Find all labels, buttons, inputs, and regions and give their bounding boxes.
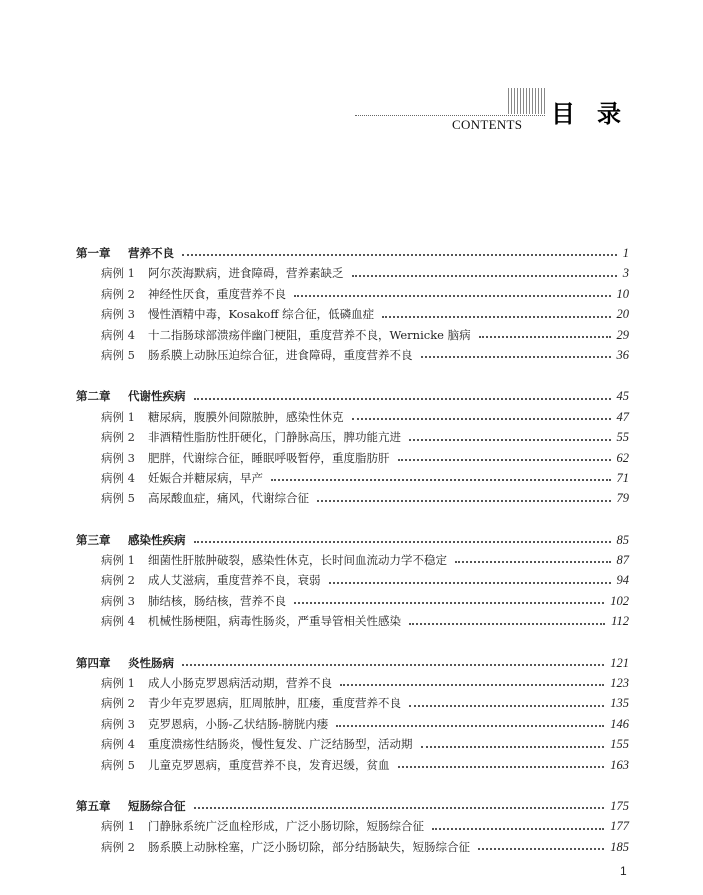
dot-leader (194, 807, 605, 809)
case-title: 慢性酒精中毒，Kosakoff 综合征，低磷血症 (148, 307, 375, 322)
dot-leader (398, 766, 605, 768)
dot-leader (182, 254, 617, 256)
case-title: 糖尿病，腹膜外间隙脓肿，感染性休克 (148, 409, 344, 424)
page-title: 目录 (551, 100, 643, 128)
case-page: 71 (616, 470, 629, 485)
case-page: 87 (616, 553, 629, 568)
case-entry[interactable] (76, 611, 629, 631)
case-entry[interactable] (76, 325, 629, 345)
case-title: 肺结核，肠结核，营养不良 (148, 593, 286, 608)
case-entry[interactable] (76, 755, 629, 775)
dot-leader (398, 459, 611, 461)
dot-leader (329, 582, 611, 584)
case-page: 29 (616, 327, 629, 342)
case-entry[interactable] (76, 488, 629, 508)
case-title: 重度溃疡性结肠炎，慢性复发、广泛结肠型，活动期 (148, 737, 413, 752)
case-entry[interactable] (76, 345, 629, 365)
case-entry[interactable] (76, 304, 629, 324)
chapter-page: 121 (610, 655, 629, 670)
case-title: 细菌性肝脓肿破裂，感染性休克，长时间血流动力学不稳定 (148, 553, 447, 568)
case-label: 病例 2 (101, 430, 135, 445)
case-title: 儿童克罗恩病，重度营养不良，发育迟缓，贫血 (148, 757, 390, 772)
case-title: 神经性厌食，重度营养不良 (148, 286, 286, 301)
contents-label: CONTENTS (452, 117, 523, 132)
case-title: 机械性肠梗阻，病毒性肠炎，严重导管相关性感染 (148, 614, 401, 629)
case-title: 青少年克罗恩病，肛周脓肿，肛瘘，重度营养不良 (148, 696, 401, 711)
case-label: 病例 3 (101, 307, 135, 322)
case-label: 病例 1 (101, 266, 135, 281)
case-label: 病例 2 (101, 696, 135, 711)
case-page: 10 (616, 286, 629, 301)
case-label: 病例 5 (101, 347, 135, 362)
dot-leader (409, 623, 605, 625)
case-page: 3 (622, 266, 629, 281)
dot-leader (352, 418, 611, 420)
case-entry[interactable] (76, 284, 629, 304)
case-title: 高尿酸血症，痛风，代谢综合征 (148, 491, 309, 506)
case-label: 病例 4 (101, 470, 135, 485)
chapter-block (76, 386, 629, 508)
chapter-number: 第四章 (76, 655, 111, 670)
case-entry[interactable] (76, 570, 629, 590)
dot-leader (317, 500, 611, 502)
chapter-title: 炎性肠病 (128, 655, 174, 670)
dot-leader (340, 684, 604, 686)
chapter-title: 营养不良 (128, 245, 174, 260)
case-entry[interactable] (76, 448, 629, 468)
case-page: 112 (611, 614, 629, 629)
table-of-contents (76, 243, 629, 878)
case-title: 肥胖，代谢综合征，睡眠呼吸暂停，重度脂肪肝 (148, 450, 390, 465)
chapter-number: 第二章 (76, 389, 111, 404)
dot-leader (432, 828, 604, 830)
case-page: 20 (616, 307, 629, 322)
case-page: 163 (610, 757, 629, 772)
chapter-page: 175 (610, 798, 629, 813)
chapter-block (76, 796, 629, 857)
chapter-title: 感染性疾病 (128, 532, 186, 547)
chapter-entry[interactable] (76, 386, 629, 406)
chapter-title: 短肠综合征 (128, 798, 186, 813)
case-page: 55 (616, 430, 629, 445)
dot-leader (194, 398, 611, 400)
chapter-entry[interactable] (76, 796, 629, 816)
dot-leader (409, 705, 604, 707)
case-entry[interactable] (76, 468, 629, 488)
case-title: 克罗恩病，小肠-乙状结肠-膀胱内瘘 (148, 716, 329, 731)
dot-leader (194, 541, 611, 543)
case-page: 36 (616, 347, 629, 362)
header-dotted-rule (355, 115, 545, 116)
dot-leader (478, 848, 604, 850)
case-label: 病例 2 (101, 573, 135, 588)
case-label: 病例 1 (101, 676, 135, 691)
case-page: 79 (616, 491, 629, 506)
dot-leader (336, 725, 604, 727)
case-title: 十二指肠球部溃疡伴幽门梗阻，重度营养不良，Wernicke 脑病 (148, 327, 471, 342)
case-label: 病例 2 (101, 839, 135, 854)
case-entry[interactable] (76, 734, 629, 754)
case-title: 肠系膜上动脉栓塞，广泛小肠切除，部分结肠缺失，短肠综合征 (148, 839, 470, 854)
case-title: 阿尔茨海默病，进食障碍，营养素缺乏 (148, 266, 344, 281)
case-label: 病例 3 (101, 450, 135, 465)
chapter-title: 代谢性疾病 (128, 389, 186, 404)
case-label: 病例 3 (101, 716, 135, 731)
case-title: 成人小肠克罗恩病活动期，营养不良 (148, 676, 332, 691)
case-page: 47 (616, 409, 629, 424)
chapter-entry[interactable] (76, 653, 629, 673)
case-label: 病例 1 (101, 409, 135, 424)
dot-leader (409, 439, 611, 441)
chapter-entry[interactable] (76, 530, 629, 550)
case-label: 病例 2 (101, 286, 135, 301)
case-title: 非酒精性脂肪性肝硬化，门静脉高压，脾功能亢进 (148, 430, 401, 445)
case-page: 177 (610, 819, 629, 834)
case-entry[interactable] (76, 591, 629, 611)
chapter-entry[interactable] (76, 243, 629, 263)
chapter-block (76, 530, 629, 632)
case-label: 病例 5 (101, 491, 135, 506)
decorative-bars (508, 88, 546, 114)
case-entry[interactable] (76, 263, 629, 283)
dot-leader (421, 746, 605, 748)
dot-leader (421, 356, 611, 358)
page-number: 1 (620, 864, 627, 878)
chapter-block (76, 653, 629, 775)
case-page: 102 (610, 593, 629, 608)
case-label: 病例 4 (101, 614, 135, 629)
case-label: 病例 1 (101, 819, 135, 834)
case-entry[interactable] (76, 714, 629, 734)
case-entry[interactable] (76, 693, 629, 713)
dot-leader (294, 602, 604, 604)
dot-leader (294, 295, 611, 297)
case-entry[interactable] (76, 816, 629, 836)
case-entry[interactable] (76, 673, 629, 693)
case-page: 155 (610, 737, 629, 752)
case-entry[interactable] (76, 550, 629, 570)
case-page: 185 (610, 839, 629, 854)
case-page: 94 (616, 573, 629, 588)
chapter-page: 85 (616, 532, 629, 547)
dot-leader (271, 479, 611, 481)
chapter-number: 第一章 (76, 245, 111, 260)
case-page: 62 (616, 450, 629, 465)
case-title: 肠系膜上动脉压迫综合征，进食障碍，重度营养不良 (148, 347, 413, 362)
chapter-page: 1 (622, 245, 629, 260)
chapter-block (76, 243, 629, 365)
case-title: 门静脉系统广泛血栓形成，广泛小肠切除，短肠综合征 (148, 819, 424, 834)
case-title: 妊娠合并糖尿病，早产 (148, 470, 263, 485)
case-page: 146 (610, 716, 629, 731)
dot-leader (352, 275, 617, 277)
dot-leader (455, 561, 611, 563)
case-entry[interactable] (76, 837, 629, 857)
case-label: 病例 3 (101, 593, 135, 608)
case-title: 成人艾滋病，重度营养不良，衰弱 (148, 573, 321, 588)
chapter-number: 第五章 (76, 798, 111, 813)
dot-leader (479, 336, 611, 338)
case-page: 123 (610, 676, 629, 691)
case-page: 135 (610, 696, 629, 711)
case-label: 病例 4 (101, 737, 135, 752)
case-label: 病例 5 (101, 757, 135, 772)
dot-leader (182, 664, 604, 666)
dot-leader (382, 316, 610, 318)
case-label: 病例 4 (101, 327, 135, 342)
chapter-page: 45 (616, 389, 629, 404)
case-label: 病例 1 (101, 553, 135, 568)
case-entry[interactable] (76, 407, 629, 427)
contents-header (355, 88, 645, 138)
case-entry[interactable] (76, 427, 629, 447)
chapter-number: 第三章 (76, 532, 111, 547)
